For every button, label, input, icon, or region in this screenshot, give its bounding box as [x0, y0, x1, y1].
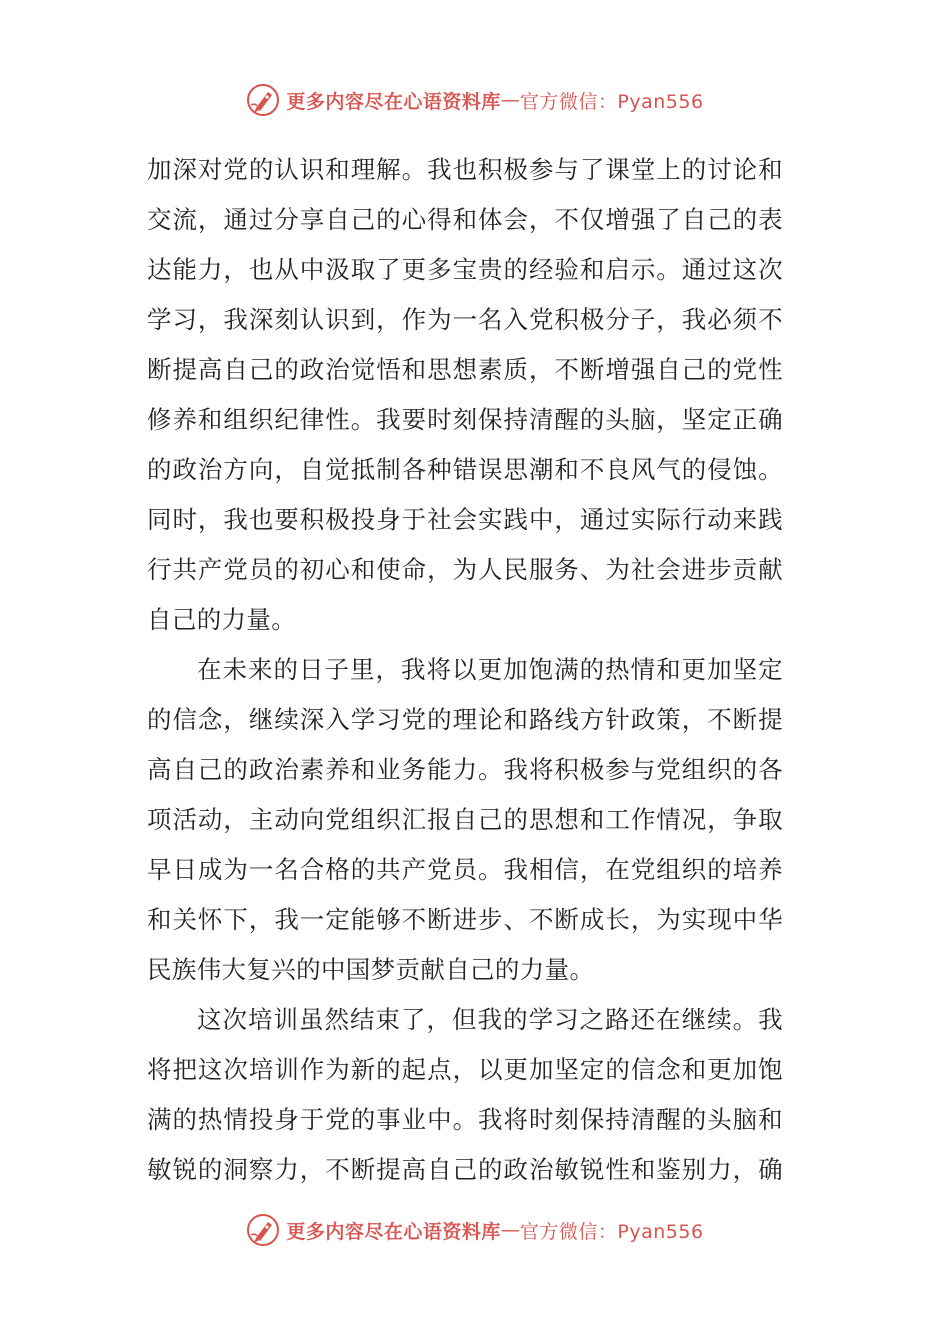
banner-dash: —: [500, 89, 520, 111]
footer-banner: [0, 1208, 950, 1252]
body-line: 的信念，继续深入学习党的理论和路线方针政策，不断提: [147, 705, 783, 734]
body-line: 早日成为一名合格的共产党员。我相信，在党组织的培养: [147, 855, 783, 884]
header-banner: [0, 78, 950, 122]
body-line: 行共产党员的初心和使命，为人民服务、为社会进步贡献: [147, 555, 783, 584]
banner-brand-text: 更多内容尽在心语资料库: [286, 90, 501, 113]
body-line: 断提高自己的政治觉悟和思想素质，不断增强自己的党性: [147, 355, 783, 384]
body-line: 达能力，也从中汲取了更多宝贵的经验和启示。通过这次: [147, 255, 783, 284]
body-line: 敏锐的洞察力，不断提高自己的政治敏锐性和鉴别力，确: [147, 1155, 783, 1184]
body-line: 的政治方向，自觉抵制各种错误思潮和不良风气的侵蚀。: [147, 455, 783, 484]
pen-nib-logo-icon: [246, 83, 280, 117]
body-line: 民族伟大复兴的中国梦贡献自己的力量。: [147, 955, 595, 984]
body-line: 项活动，主动向党组织汇报自己的思想和工作情况，争取: [147, 805, 783, 834]
body-line: 将把这次培训作为新的起点，以更加坚定的信念和更加饱: [147, 1055, 783, 1084]
banner-wechat-text: 官方微信：Pyan556: [519, 90, 704, 113]
body-line: 和关怀下，我一定能够不断进步、不断成长，为实现中华: [147, 905, 783, 934]
body-line: 学习，我深刻认识到，作为一名入党积极分子，我必须不: [147, 305, 783, 334]
document-body: [147, 145, 783, 1195]
body-line: 高自己的政治素养和业务能力。我将积极参与党组织的各: [147, 755, 783, 784]
body-line: 修养和组织纪律性。我要时刻保持清醒的头脑，坚定正确: [147, 405, 783, 434]
paragraph-start-line: 这次培训虽然结束了，但我的学习之路还在继续。我: [197, 1005, 783, 1034]
pen-nib-logo-icon: [246, 1213, 280, 1247]
banner-dash: —: [500, 1219, 520, 1241]
body-line: 同时，我也要积极投身于社会实践中，通过实际行动来践: [147, 505, 783, 534]
paragraph-start-line: 在未来的日子里，我将以更加饱满的热情和更加坚定: [197, 655, 783, 684]
banner-wechat-text: 官方微信：Pyan556: [519, 1220, 704, 1243]
body-line: 交流，通过分享自己的心得和体会，不仅增强了自己的表: [147, 205, 783, 234]
body-line: 满的热情投身于党的事业中。我将时刻保持清醒的头脑和: [147, 1105, 783, 1134]
banner-brand-text: 更多内容尽在心语资料库: [286, 1220, 501, 1243]
body-line: 自己的力量。: [147, 605, 297, 634]
body-line: 加深对党的认识和理解。我也积极参与了课堂上的讨论和: [147, 155, 783, 184]
